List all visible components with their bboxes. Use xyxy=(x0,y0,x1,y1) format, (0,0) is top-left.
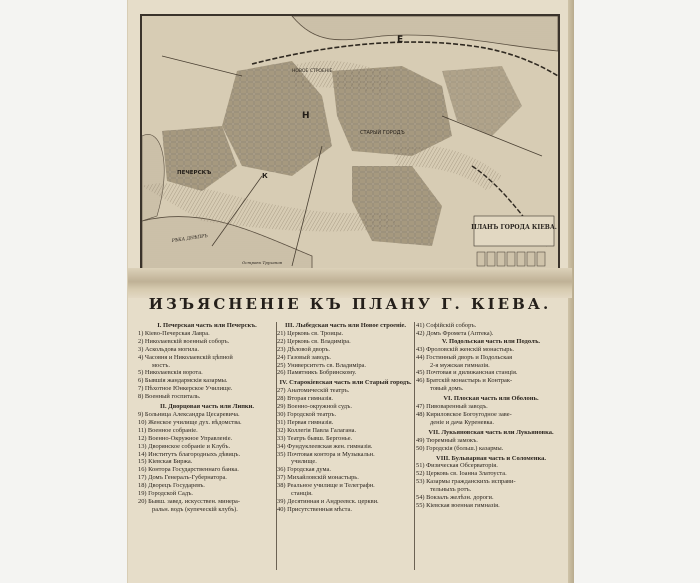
list-item: 33) Театръ бывш. Бергонье. xyxy=(277,434,353,442)
map-label-river: РѢКА ДНѢПРЪ xyxy=(171,233,209,244)
list-item: 23) Дѣловой дворъ. xyxy=(277,345,331,353)
list-item: товый домъ. xyxy=(430,385,464,393)
list-item: 15) Кіевская Биржа. xyxy=(138,458,193,466)
list-item: 34) Фундуклеевская жен. гимназія. xyxy=(277,442,373,450)
page-fold xyxy=(128,268,572,298)
list-item: 8) Военный госпиталь. xyxy=(138,393,201,401)
list-item: 22) Церковь св. Владиміра. xyxy=(277,337,351,345)
section-heading: II. Дворцовая часть или Липки. xyxy=(159,403,255,411)
list-item: 11) Военное собраніе. xyxy=(138,426,198,434)
section-heading: I. Печерская часть или Печерскъ. xyxy=(157,322,257,329)
list-item: 17) Домъ Генералъ-Губернатора. xyxy=(138,474,227,482)
list-item: 39) Десятинная и Андреевск. церкви. xyxy=(277,497,379,505)
list-item: 36) Городская дума. xyxy=(277,466,331,474)
list-item: 45) Почтовая и дилижансная станція. xyxy=(416,369,518,377)
city-map xyxy=(140,14,560,274)
list-item: 10) Женское училище дух. вѣдомства. xyxy=(138,418,242,426)
map-letter-e: Е xyxy=(397,35,404,45)
list-item: 27) Анатомическій театръ. xyxy=(277,387,350,395)
list-item: 38) Реальное училище и Телеграфн. xyxy=(277,482,375,490)
list-item: станція. xyxy=(291,490,313,498)
list-item: 46) Братскій монастырь и Контрак- xyxy=(416,377,513,385)
section-heading: V. Подольская часть или Подолъ. xyxy=(441,337,541,345)
list-item: 24) Газовый заводъ. xyxy=(277,353,331,361)
list-item: 35) Почтовая контора и Музыкальн. xyxy=(277,450,375,458)
legend-column-3 xyxy=(416,322,566,510)
list-item: 30) Городской театръ. xyxy=(277,410,337,418)
list-item: 2) Николаевскій военный соборъ. xyxy=(138,337,230,345)
list-item: 3) Аскольдова могила. xyxy=(138,345,199,353)
map-label-ostrov: Островъ Труханов xyxy=(242,260,283,265)
list-item: 14) Институтъ благородныхъ дѣвицъ. xyxy=(138,450,241,458)
list-item: 48) Кириловское Богоугодное заве- xyxy=(416,410,512,418)
list-item: 49) Тюремный замокъ. xyxy=(416,436,478,444)
list-item: 47) Пивоваренный заводъ. xyxy=(416,403,488,411)
list-item: ральн. водъ (купеческій клубъ). xyxy=(152,505,238,513)
page-title: ИЗЪЯСНЕНІЕ КЪ ПЛАНУ Г. КІЕВА. xyxy=(148,295,552,313)
map-label-novoe-stroenie: НОВОЕ СТРОЕНІЕ xyxy=(292,69,333,74)
list-item: 20) Бывш. завед. искусствен. минера- xyxy=(138,497,240,505)
list-item: мостъ. xyxy=(152,361,170,369)
list-item: 1) Кіево-Печерская Лавра. xyxy=(138,329,210,337)
list-item: 25) Университетъ св. Владиміра. xyxy=(277,361,366,369)
list-item: 44) Гостинный дворъ и Подольская xyxy=(416,353,513,361)
list-item: 31) Первая гимназія. xyxy=(277,418,334,426)
list-item: 40) Присутственныя мѣста. xyxy=(277,505,352,513)
map-letter-n: Н xyxy=(302,111,310,121)
list-item: 19) Городской Садъ. xyxy=(138,490,193,498)
map-label-stary-gorod: СТАРЫЙ ГОРОДЪ xyxy=(360,130,405,136)
list-item: 41) Софійскій соборъ. xyxy=(416,322,477,329)
list-item: 54) Вокзалъ желѣзн. дороги. xyxy=(416,494,494,502)
section-heading: IV. Старокіевская часть или Старый городъ. xyxy=(279,379,412,387)
map-letter-k: К xyxy=(262,172,268,180)
legend-column-1 xyxy=(138,322,276,514)
list-item: 26) Памятникъ Бобринскому. xyxy=(277,369,357,377)
list-item: 28) Вторая гимназія. xyxy=(277,395,334,403)
section-heading: VII. Лукьяновская часть или Лукьяновка. xyxy=(428,428,554,436)
map-title: ПЛАНЪ ГОРОДА КІЕВА. xyxy=(471,224,557,231)
legend-column-2 xyxy=(277,322,414,514)
list-item: 5) Николаевскія ворота. xyxy=(138,369,203,377)
list-item: 7) Пѣхотное Юнкерское Училище. xyxy=(138,385,233,393)
list-item: 43) Фроловскій женскій монастырь. xyxy=(416,345,515,353)
list-item: 55) Кіевская военная гимназія. xyxy=(416,501,500,509)
list-item: деніе и дача Куреневка. xyxy=(430,418,494,426)
list-item: 51) Физическая Обсерваторія. xyxy=(416,462,498,470)
list-item: 4) Часовня и Николаевскій цѣпной xyxy=(138,353,233,361)
map-label-pechersk: ПЕЧЕРСКЪ xyxy=(177,170,212,176)
map-illustration xyxy=(142,16,558,272)
list-item: 29) Военно-окружной судъ. xyxy=(277,403,352,411)
list-item: 37) Михайловскій монастырь. xyxy=(277,474,359,482)
column-divider xyxy=(414,322,415,570)
list-item: училище. xyxy=(291,458,317,466)
list-item: 18) Дворецъ Государевъ. xyxy=(138,482,205,490)
list-item: 16) Контора Государственнаго банка. xyxy=(138,466,239,474)
list-item: 21) Церковь св. Троицы. xyxy=(277,329,344,337)
list-item: 12) Военно-Окружное Управленіе. xyxy=(138,434,233,442)
section-heading: VI. Плоская часть или Оболонь. xyxy=(443,395,539,403)
list-item: тельныхъ ротъ. xyxy=(430,486,472,494)
list-item: 9) Больница Александра Цесаревича. xyxy=(138,410,240,418)
list-item: 42) Домъ Фромета (Аптека). xyxy=(416,329,494,337)
list-item: 52) Церковь св. Іоанна Златоуста. xyxy=(416,470,507,478)
section-heading: III. Лыбедская часть или Новое строеніе. xyxy=(284,322,407,329)
list-item: 2-я мужская гимназія. xyxy=(430,361,490,369)
list-item: 50) Городскія (больш.) казармы. xyxy=(416,444,504,452)
list-item: 32) Коллегія Павла Галагана. xyxy=(277,426,357,434)
list-item: 53) Казармы гражданскихъ исправи- xyxy=(416,478,516,486)
list-item: 6) Бывшія жандармскія казармы. xyxy=(138,377,228,385)
section-heading: VIII. Бульварная часть и Соломенка. xyxy=(436,454,546,462)
list-item: 13) Дворянское собраніе и Клубъ. xyxy=(138,442,231,450)
